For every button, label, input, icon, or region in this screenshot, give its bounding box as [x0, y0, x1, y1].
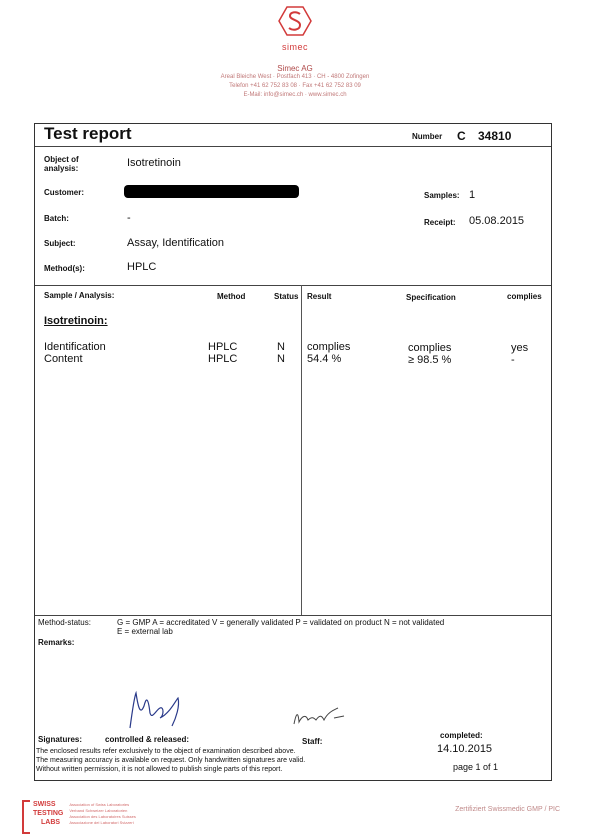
col-complies: complies: [507, 292, 542, 301]
footer-certification: Zertifiziert Swissmedic GMP / PIC: [455, 806, 560, 813]
controller-signature-icon: [120, 688, 200, 733]
row-1-result: complies: [307, 341, 351, 353]
samples-label: Samples:: [424, 191, 460, 200]
row-2-analysis: Content: [44, 353, 83, 365]
report-title: Test report: [44, 124, 132, 143]
table-bottom-divider: [35, 615, 551, 616]
receipt-value: 05.08.2015: [469, 215, 525, 227]
logo-line-3: LABS: [41, 819, 61, 826]
method-status-legend: G = GMP A = accreditated V = generally validated P = validated on product N = not validated: [117, 618, 445, 627]
customer-redaction: [124, 185, 299, 198]
logo-text: simec: [281, 42, 308, 52]
object-value: Isotretinoin: [127, 157, 181, 169]
remarks-label: Remarks:: [38, 638, 75, 647]
object-label: Object of analysis:: [44, 155, 79, 173]
samples-value: 1: [469, 189, 476, 201]
customer-label: Customer:: [44, 188, 85, 197]
row-2-result: 54.4 %: [307, 353, 342, 365]
row-1-analysis: Identification: [44, 341, 106, 353]
col-method: Method: [217, 292, 246, 301]
staff-signature-icon: [290, 704, 350, 730]
subject-label: Subject:: [44, 239, 76, 248]
col-specification: Specification: [406, 293, 456, 302]
title-divider: [35, 146, 551, 147]
batch-label: Batch:: [44, 214, 69, 223]
disclaimer: [36, 747, 356, 774]
row-2-method: HPLC: [208, 353, 238, 365]
number-label: Number: [412, 132, 443, 141]
row-1-spec: complies: [408, 342, 452, 354]
row-2-complies: -: [511, 354, 515, 366]
batch-value: -: [127, 212, 131, 224]
completed-label: completed:: [440, 731, 483, 740]
completed-date: 14.10.2015: [437, 743, 493, 755]
swiss-testing-labs-logo: [22, 800, 136, 834]
staff-label: Staff:: [302, 737, 323, 746]
col-sample: Sample / Analysis:: [44, 291, 115, 300]
controlled-label: controlled & released:: [105, 735, 190, 744]
result-column-divider: [301, 285, 302, 615]
company-header: [180, 64, 410, 100]
company-address: Areal Bleiche West · Postfach 413 · CH - 4800 Zofingen: [220, 74, 370, 80]
section-title: Isotretinoin:: [44, 315, 108, 327]
assoc-line-4: Associazione dei Laboratori Svizzeri: [69, 820, 134, 825]
col-status: Status: [274, 292, 299, 301]
assoc-line-2: Verband Schweizer Laboratorien: [69, 808, 128, 813]
number-prefix: C: [457, 129, 466, 143]
logo-line-1: SWISS: [33, 801, 56, 808]
receipt-label: Receipt:: [424, 218, 456, 227]
assoc-line-1: Association of Swiss Laboratories: [69, 802, 130, 807]
company-email: E-Mail: info@simec.ch · www.simec.ch: [243, 92, 347, 98]
row-1-method: HPLC: [208, 341, 238, 353]
method-status-label: Method-status:: [38, 618, 91, 627]
assoc-line-3: Association des Laboratoires Suisses: [69, 814, 136, 819]
company-phone: Telefon +41 62 752 83 08 · Fax +41 62 752 83 09: [229, 83, 361, 89]
col-result: Result: [307, 292, 332, 301]
row-2-spec: ≥ 98.5 %: [408, 354, 452, 366]
methods-label: Method(s):: [44, 264, 85, 273]
subject-value: Assay, Identification: [127, 237, 225, 249]
row-1-status: N: [277, 341, 285, 353]
simec-logo: [270, 6, 320, 52]
signatures-label: Signatures:: [38, 735, 83, 744]
simec-hexagon-icon: [278, 6, 312, 36]
disclaimer-line-2: The measuring accuracy is available on request. Only handwritten signatures are valid.: [36, 757, 306, 764]
fields-divider: [35, 285, 551, 286]
row-1-complies: yes: [511, 342, 529, 354]
method-status-external: E = external lab: [117, 627, 173, 636]
bracket-icon: [22, 800, 30, 834]
logo-line-2: TESTING: [33, 810, 64, 817]
disclaimer-line-3: Without written permission, it is not allowed to publish single parts of this report.: [36, 766, 283, 773]
methods-value: HPLC: [127, 261, 157, 273]
row-2-status: N: [277, 353, 285, 365]
disclaimer-line-1: The enclosed results refer exclusively to the object of examination described above.: [36, 748, 296, 755]
report-number: 34810: [478, 129, 512, 143]
page-indicator: page 1 of 1: [453, 762, 499, 772]
company-name: Simec AG: [277, 64, 313, 73]
